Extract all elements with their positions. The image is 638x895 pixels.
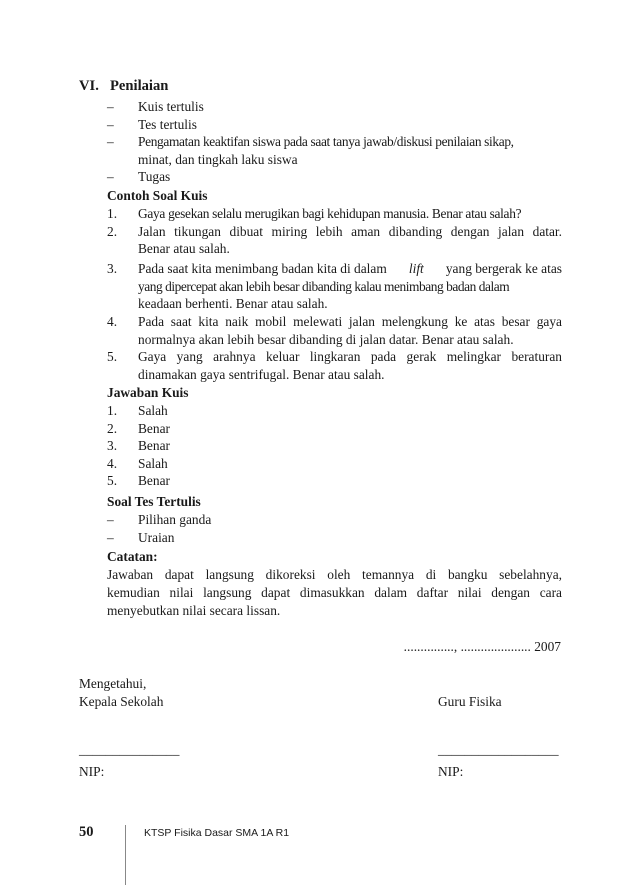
quiz-item: 1. Gaya gesekan selalu merugikan bagi kehidupan manusia. Benar atau salah? bbox=[107, 206, 522, 221]
list-item: – Kuis tertulis bbox=[107, 99, 204, 114]
written-test-item: – Pilihan ganda bbox=[107, 512, 212, 527]
section-number: VI. bbox=[79, 78, 99, 94]
notes-line: Jawaban dapat langsung dikoreksi oleh temannya di bangku sebelahnya, bbox=[107, 567, 562, 582]
principal-label: Kepala Sekolah bbox=[79, 694, 164, 709]
notes-line: kemudian nilai langsung dapat dimasukkan dalam daftar nilai dengan cara bbox=[107, 585, 562, 600]
answer-item: 3. Benar bbox=[107, 438, 170, 453]
principal-signature-line: _______________ bbox=[79, 742, 180, 757]
answer-item: 2. Benar bbox=[107, 420, 170, 436]
notes-title: Catatan: bbox=[107, 549, 158, 564]
list-item-continuation: minat, dan tingkah laku siswa bbox=[138, 151, 298, 167]
quiz-title: Contoh Soal Kuis bbox=[107, 188, 208, 203]
notes-line: menyebutkan nilai secara lissan. bbox=[107, 603, 281, 618]
teacher-signature-line: __________________ bbox=[438, 742, 559, 757]
principal-nip: NIP: bbox=[79, 764, 105, 779]
quiz-item-continuation: Benar atau salah. bbox=[138, 241, 230, 256]
quiz-item: 2. Jalan tikungan dibuat miring lebih aman dibanding dengan jalan datar. bbox=[107, 223, 562, 239]
list-item: – Tes tertulis bbox=[107, 116, 197, 132]
footer-divider bbox=[125, 825, 126, 885]
acknowledged-label: Mengetahui, bbox=[79, 676, 147, 691]
quiz-item-continuation: normalnya akan lebih besar dibanding di jalan datar. Benar atau salah. bbox=[138, 331, 514, 347]
written-test-item: – Uraian bbox=[107, 529, 175, 545]
list-item: – Tugas bbox=[107, 169, 171, 184]
answer-item: 5. Benar bbox=[107, 473, 170, 488]
quiz-item: 5. Gaya yang arahnya keluar lingkaran pada gerak melingkar beraturan bbox=[107, 349, 562, 364]
answer-item: 1. Salah bbox=[107, 403, 168, 418]
quiz-item-continuation: dinamakan gaya sentrifugal. Benar atau salah. bbox=[138, 366, 385, 382]
written-test-title: Soal Tes Tertulis bbox=[107, 494, 201, 509]
quiz-item: 3. Pada saat kita menimbang badan kita di dalam lift yang bergerak ke atas bbox=[107, 261, 562, 276]
quiz-item-continuation: keadaan berhenti. Benar atau salah. bbox=[138, 296, 328, 311]
list-item: – Pengamatan keaktifan siswa pada saat tanya jawab/diskusi penilaian sikap, bbox=[107, 134, 514, 149]
answer-item: 4. Salah bbox=[107, 455, 168, 471]
teacher-label: Guru Fisika bbox=[438, 694, 502, 709]
page-number: 50 bbox=[79, 824, 94, 840]
italic-term: lift bbox=[408, 261, 424, 276]
date-line: ..............., ..................... 2007 bbox=[403, 639, 561, 654]
answers-title: Jawaban Kuis bbox=[107, 385, 189, 400]
section-title: Penilaian bbox=[110, 78, 169, 94]
quiz-item: 4. Pada saat kita naik mobil melewati jalan melengkung ke atas besar gaya bbox=[107, 314, 562, 329]
quiz-item-continuation: yang dipercepat akan lebih besar dibanding kalau menimbang badan dalam bbox=[138, 278, 510, 294]
book-title: KTSP Fisika Dasar SMA 1A R1 bbox=[144, 827, 290, 839]
teacher-nip: NIP: bbox=[438, 764, 464, 779]
